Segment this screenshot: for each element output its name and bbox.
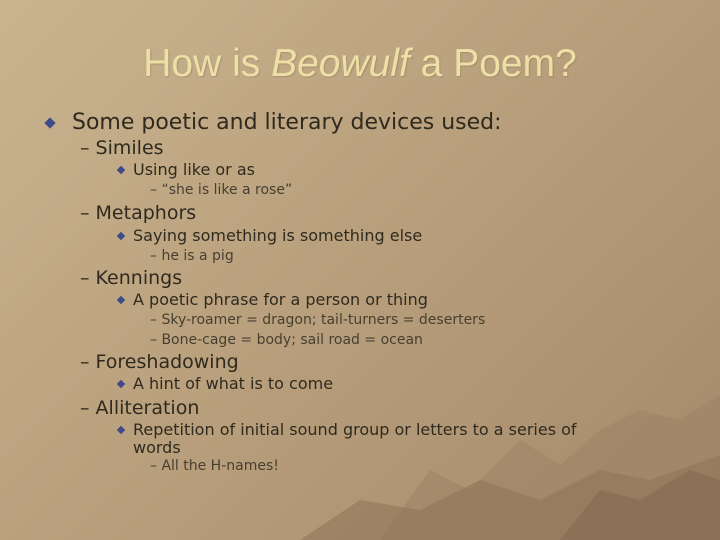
device-point: Using like or as: [133, 160, 255, 179]
device-point: A poetic phrase for a person or thing: [133, 290, 428, 309]
device-example: – he is a pig: [150, 248, 234, 264]
slide-title: How is Beowulf a Poem?: [143, 42, 577, 85]
device-point: Repetition of initial sound group or letters to a series of: [133, 420, 577, 439]
intro-text: Some poetic and literary devices used:: [72, 110, 502, 135]
device-example: – All the H-names!: [150, 458, 279, 474]
device-example: – Sky-roamer = dragon; tail-turners = deserters: [150, 312, 486, 328]
device-alliteration: – Alliteration: [80, 397, 200, 419]
device-foreshadowing: – Foreshadowing: [80, 351, 239, 373]
device-example: – “she is like a rose”: [150, 182, 293, 198]
device-kennings: – Kennings: [80, 267, 183, 289]
device-example: – Bone-cage = body; sail road = ocean: [150, 332, 423, 348]
device-metaphors: – Metaphors: [80, 202, 197, 224]
device-similes: – Similes: [80, 137, 164, 159]
device-point: A hint of what is to come: [133, 374, 334, 393]
device-point-continued: words: [133, 438, 181, 457]
device-point: Saying something is something else: [133, 226, 423, 245]
